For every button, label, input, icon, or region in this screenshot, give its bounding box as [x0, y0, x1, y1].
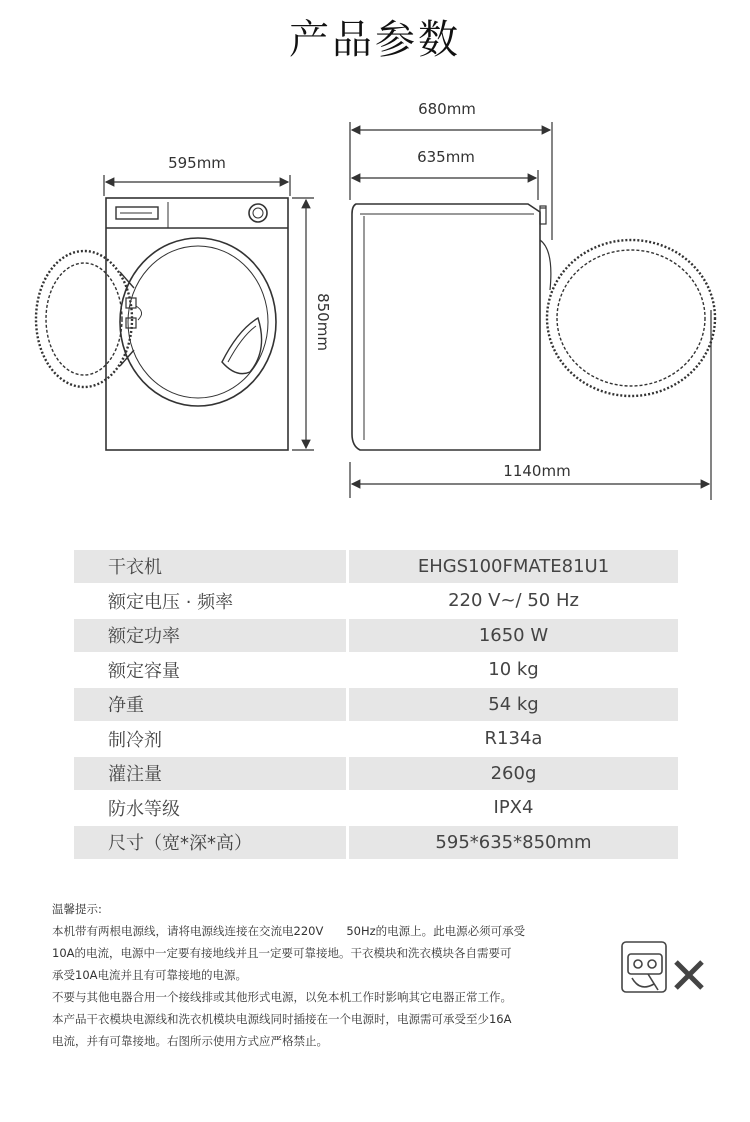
spec-label: 额定电压 · 频率 — [74, 585, 346, 618]
spec-label: 防水等级 — [74, 792, 346, 825]
spec-row — [74, 585, 678, 618]
spec-value: IPX4 — [346, 792, 678, 825]
spec-label: 干衣机 — [74, 550, 346, 583]
spec-label: 净重 — [74, 688, 346, 721]
notes-heading: 温馨提示: — [52, 902, 102, 916]
notes — [52, 898, 612, 1052]
note-line: 10A的电流，电源中一定要有接地线并且一定要可靠接地。干衣模块和洗衣模块各自需要可 — [52, 946, 512, 960]
note-line: 承受10A电流并且有可靠接地的电源。 — [52, 968, 247, 982]
knob — [249, 204, 267, 222]
dim-label-1140: 1140mm — [503, 462, 571, 480]
spec-row — [74, 550, 678, 583]
spec-value: 260g — [346, 757, 678, 790]
spec-row — [74, 792, 678, 825]
side-door-open — [547, 240, 715, 396]
spec-value: 54 kg — [346, 688, 678, 721]
dim-label-635: 635mm — [417, 148, 475, 166]
spec-row — [74, 688, 678, 721]
spec-value: EHGS100FMATE81U1 — [346, 550, 678, 583]
dim-height — [292, 198, 314, 450]
spec-row — [74, 619, 678, 652]
spec-table — [74, 548, 678, 861]
spec-label: 额定容量 — [74, 654, 346, 687]
spec-value: 220 V~/ 50 Hz — [346, 585, 678, 618]
dim-width-front — [104, 175, 290, 196]
note-line: 本机带有两根电源线，请将电源线连接在交流电220V 50Hz的电源上。此电源必须可承受 — [52, 924, 526, 938]
dim-label-595: 595mm — [168, 154, 226, 172]
dim-depth-total — [350, 122, 552, 240]
spec-label: 灌注量 — [74, 757, 346, 790]
spec-label: 制冷剂 — [74, 723, 346, 756]
spec-label: 额定功率 — [74, 619, 346, 652]
note-line: 电流，并有可靠接地。右图所示使用方式应严格禁止。 — [52, 1034, 328, 1048]
spec-label: 尺寸（宽*深*高） — [74, 826, 346, 859]
note-line: 不要与其他电器合用一个接线排或其他形式电源，以免本机工作时影响其它电器正常工作。 — [52, 990, 512, 1004]
spec-row — [74, 723, 678, 756]
dim-depth-body — [352, 170, 538, 200]
dimension-diagram — [0, 90, 750, 510]
spec-value: 1650 W — [346, 619, 678, 652]
page-title: 产品参数 — [289, 17, 461, 63]
spec-row — [74, 826, 678, 859]
side-view — [352, 204, 551, 450]
spec-value: 10 kg — [346, 654, 678, 687]
front-view — [106, 198, 288, 450]
dim-label-850: 850mm — [314, 293, 332, 351]
spec-row — [74, 757, 678, 790]
note-line: 本产品干衣模块电源线和洗衣机模块电源线同时插接在一个电源时，电源需可承受至少16A — [52, 1012, 512, 1026]
side-cabinet — [352, 204, 540, 450]
spec-row — [74, 654, 678, 687]
dim-label-680: 680mm — [418, 100, 476, 118]
spec-value: R134a — [346, 723, 678, 756]
spec-value: 595*635*850mm — [346, 826, 678, 859]
front-cabinet — [106, 198, 288, 450]
prohibited-socket-icon — [618, 938, 710, 1000]
